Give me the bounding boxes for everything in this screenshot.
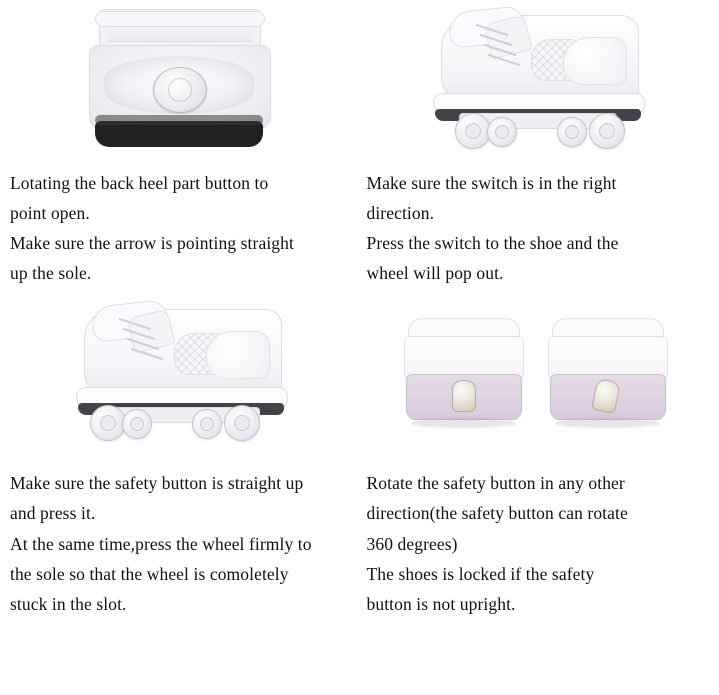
panel-1 bbox=[8, 0, 355, 288]
caption-line: At the same time,press the wheel firmly to bbox=[10, 533, 312, 554]
shoe-sole bbox=[95, 121, 263, 147]
shoe-laces bbox=[473, 23, 537, 69]
skate-shoe-side-view-illustration bbox=[56, 303, 306, 453]
panel-3 bbox=[8, 288, 355, 618]
wheel-icon bbox=[557, 117, 587, 147]
left-heel bbox=[404, 318, 522, 426]
pair-of-heels-safety-button-figure bbox=[365, 288, 712, 468]
caption-line: Make sure the safety button is straight up bbox=[10, 473, 304, 494]
shoe-laces bbox=[116, 317, 180, 363]
lace-line bbox=[131, 348, 164, 360]
caption-line: the sole so that the wheel is comoletely bbox=[10, 563, 289, 584]
panel-2 bbox=[365, 0, 712, 288]
wheel-icon bbox=[589, 113, 625, 149]
panel-4-caption bbox=[365, 468, 712, 618]
shoe-toe-panel bbox=[563, 37, 627, 85]
heel-button-rear-view-illustration bbox=[89, 9, 274, 159]
wheel-icon bbox=[487, 117, 517, 147]
wheel-icon bbox=[192, 409, 222, 439]
wheel-icon bbox=[90, 405, 126, 441]
right-heel bbox=[548, 318, 666, 426]
caption-line: stuck in the slot. bbox=[10, 593, 127, 614]
heel-button-rear-view-figure bbox=[8, 0, 355, 168]
panel-2-caption bbox=[365, 168, 712, 288]
safety-button-icon bbox=[452, 380, 476, 412]
wheel-icon bbox=[122, 409, 152, 439]
caption-line: 360 degrees) bbox=[366, 533, 458, 554]
skate-shoe-wheels-locked-figure bbox=[8, 288, 355, 468]
panel-1-caption bbox=[8, 168, 355, 288]
drop-shadow bbox=[410, 418, 516, 428]
caption-line: Rotate the safety button in any other bbox=[366, 473, 625, 494]
caption-line: Make sure the switch is in the right bbox=[366, 173, 617, 193]
panel-3-caption bbox=[8, 468, 355, 618]
caption-line: up the sole. bbox=[10, 263, 92, 284]
caption-line: direction(the safety button can rotate bbox=[366, 503, 628, 524]
drop-shadow bbox=[554, 418, 660, 428]
caption-line: Lotating the back heel part button to bbox=[10, 173, 269, 193]
caption-line: wheel will pop out. bbox=[366, 263, 504, 284]
caption-line: button is not upright. bbox=[366, 593, 516, 614]
skate-shoe-side-view-illustration bbox=[413, 9, 663, 159]
caption-line: direction. bbox=[366, 203, 435, 224]
heel-rotary-button-icon bbox=[153, 67, 207, 113]
wheel-icon bbox=[455, 113, 491, 149]
skate-shoe-wheels-out-figure bbox=[365, 0, 712, 168]
shoe-collar bbox=[95, 11, 265, 27]
caption-line: and press it. bbox=[10, 503, 96, 524]
caption-line: Make sure the arrow is pointing straight bbox=[10, 233, 294, 254]
caption-line: Press the switch to the shoe and the bbox=[366, 233, 619, 254]
panel-4 bbox=[365, 288, 712, 618]
shoe-toe-panel bbox=[206, 331, 270, 379]
caption-line: point open. bbox=[10, 203, 90, 224]
wheel-icon bbox=[224, 405, 260, 441]
caption-line: The shoes is locked if the safety bbox=[366, 563, 595, 584]
pair-of-heels-illustration bbox=[398, 308, 678, 448]
